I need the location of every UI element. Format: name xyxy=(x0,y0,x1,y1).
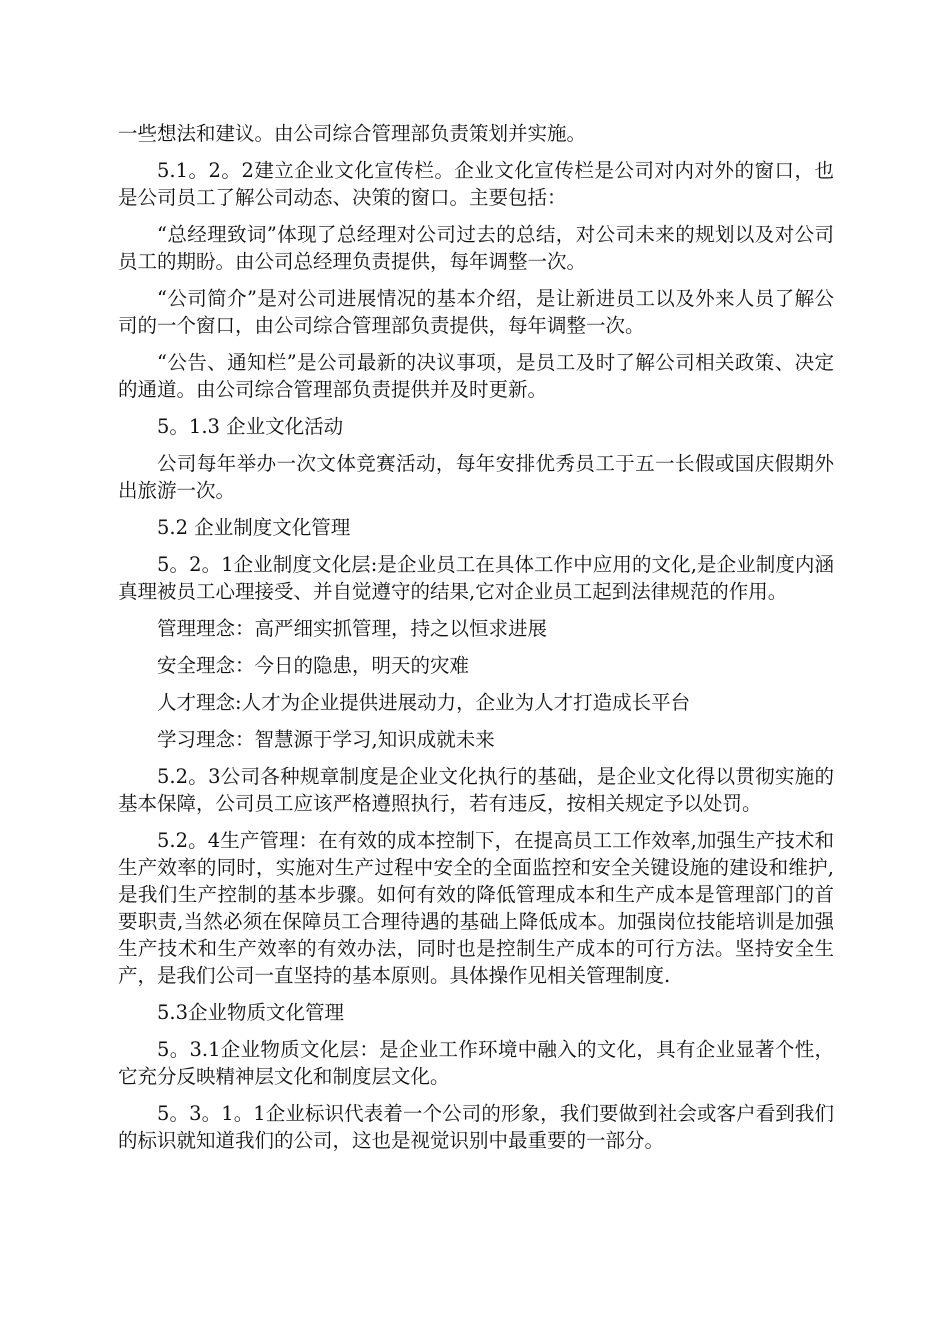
section-heading: 5.3企业物质文化管理 xyxy=(157,1001,345,1024)
paragraph: “公告、通知栏”是公司最新的决议事项，是员工及时了解公司相关政策、决定的通道。由公司综合管理部负责提供并及时更新。 xyxy=(118,351,834,401)
paragraph: 5。3.1企业物质文化层：是企业工作环境中融入的文化，具有企业显著个性，它充分反映精神层文化和制度层文化。 xyxy=(118,1038,834,1088)
paragraph: 5.2。4生产管理：在有效的成本控制下，在提高员工工作效率,加强生产技术和生产效率的同时，实施对生产过程中安全的全面监控和安全关键设施的建设和维护,是我们生产控制的基本步骤。如何有效的降低管理成本和生产成本是管理部门的首要职责,当然必须在保障员工合理待遇的基础上降低成本。加强岗位技能培训是加强生产技术和生产效率的有效办法，同时也是控制生产成本的可行方法。坚持安全生产，是我们公司一直坚持的基本原则。具体操作见相关管理制度. xyxy=(118,829,834,987)
paragraph: 5.2。3公司各种规章制度是企业文化执行的基础，是企业文化得以贯彻实施的基本保障，公司员工应该严格遵照执行，若有违反，按相关规定予以处罚。 xyxy=(118,765,834,815)
principle-item: 管理理念：高严细实抓管理，持之以恒求进展 xyxy=(157,617,548,640)
paragraph: “公司简介”是对公司进展情况的基本介绍，是让新进员工以及外来人员了解公司的一个窗口，由公司综合管理部负责提供，每年调整一次。 xyxy=(118,287,834,337)
paragraph: 一些想法和建议。由公司综合管理部负责策划并实施。 xyxy=(118,122,587,145)
paragraph: 5.1。2。2建立企业文化宣传栏。企业文化宣传栏是公司对内对外的窗口，也是公司员工了解公司动态、决策的窗口。主要包括： xyxy=(118,159,834,209)
paragraph: “总经理致词”体现了总经理对公司过去的总结，对公司未来的规划以及对公司员工的期盼。由公司总经理负责提供，每年调整一次。 xyxy=(118,223,834,273)
section-heading: 5。1.3 企业文化活动 xyxy=(157,415,344,438)
section-heading: 5.2 企业制度文化管理 xyxy=(157,516,351,539)
principle-item: 学习理念：智慧源于学习,知识成就未来 xyxy=(157,728,495,751)
paragraph: 5。2。1企业制度文化层:是企业员工在具体工作中应用的文化,是企业制度内涵真理被员工心理接受、并自觉遵守的结果,它对企业员工起到法律规范的作用。 xyxy=(118,553,834,603)
principle-item: 人才理念:人才为企业提供进展动力，企业为人才打造成长平台 xyxy=(157,691,691,714)
principle-item: 安全理念：今日的隐患，明天的灾难 xyxy=(157,654,470,677)
paragraph: 5。3。1。1企业标识代表着一个公司的形象，我们要做到社会或客户看到我们的标识就知道我们的公司，这也是视觉识别中最重要的一部分。 xyxy=(118,1102,834,1152)
document-body xyxy=(118,120,834,1164)
paragraph: 公司每年举办一次文体竞赛活动，每年安排优秀员工于五一长假或国庆假期外出旅游一次。 xyxy=(118,452,834,502)
